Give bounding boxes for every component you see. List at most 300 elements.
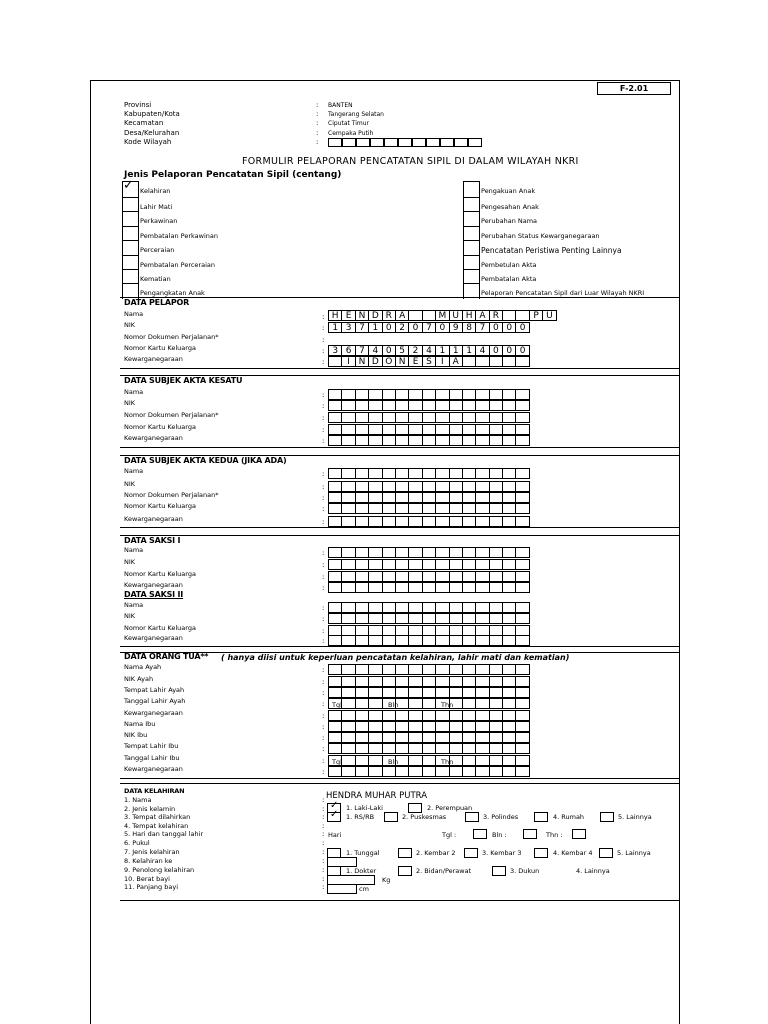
char-cell[interactable]: 0 (435, 322, 449, 333)
char-cell[interactable] (368, 571, 382, 582)
char-cell[interactable] (449, 602, 463, 613)
char-cell[interactable] (435, 435, 449, 446)
char-cell[interactable] (408, 710, 422, 721)
char-cell[interactable]: 0 (408, 322, 422, 333)
char-cell[interactable] (449, 559, 463, 570)
char-cell[interactable] (368, 559, 382, 570)
char-cell[interactable] (328, 743, 342, 754)
char-cell[interactable] (328, 766, 342, 777)
char-cell[interactable] (475, 516, 489, 527)
char-cell[interactable]: 7 (475, 322, 489, 333)
char-cell[interactable]: E (341, 310, 355, 321)
char-cell[interactable] (355, 766, 369, 777)
pelapor-nama-grid[interactable] (329, 310, 557, 321)
ortu-grid[interactable] (329, 676, 530, 687)
char-cell[interactable] (408, 310, 422, 321)
char-cell[interactable] (382, 721, 396, 732)
char-cell[interactable] (489, 389, 503, 400)
char-cell[interactable] (502, 766, 516, 777)
char-cell[interactable]: 0 (382, 345, 396, 356)
saksi2-grid[interactable] (329, 602, 530, 613)
char-cell[interactable] (328, 571, 342, 582)
bln-box[interactable] (523, 829, 537, 839)
char-cell[interactable] (462, 412, 476, 423)
char-cell[interactable] (502, 424, 516, 435)
kode-wilayah-box[interactable] (384, 138, 398, 147)
char-cell[interactable] (502, 664, 516, 675)
char-cell[interactable] (435, 664, 449, 675)
char-cell[interactable] (328, 412, 342, 423)
char-cell[interactable] (515, 687, 529, 698)
char-cell[interactable] (435, 547, 449, 558)
char-cell[interactable]: 1 (368, 322, 382, 333)
char-cell[interactable] (328, 424, 342, 435)
char-cell[interactable] (382, 516, 396, 527)
char-cell[interactable] (328, 481, 342, 492)
char-cell[interactable] (328, 676, 342, 687)
char-cell[interactable] (355, 516, 369, 527)
char-cell[interactable] (475, 732, 489, 743)
char-cell[interactable] (408, 424, 422, 435)
char-cell[interactable] (435, 424, 449, 435)
char-cell[interactable] (502, 503, 516, 514)
char-cell[interactable] (489, 721, 503, 732)
char-cell[interactable] (462, 559, 476, 570)
char-cell[interactable] (408, 635, 422, 646)
char-cell[interactable] (395, 492, 409, 503)
char-cell[interactable] (515, 547, 529, 558)
char-cell[interactable] (382, 571, 396, 582)
char-cell[interactable] (408, 571, 422, 582)
char-cell[interactable] (449, 424, 463, 435)
subjek2-grid[interactable] (329, 492, 530, 503)
char-cell[interactable] (449, 516, 463, 527)
ortu-grid[interactable] (329, 766, 530, 777)
char-cell[interactable] (502, 676, 516, 687)
saksi2-grid[interactable] (329, 635, 530, 646)
char-cell[interactable] (515, 492, 529, 503)
char-cell[interactable] (408, 698, 422, 709)
char-cell[interactable] (408, 400, 422, 411)
char-cell[interactable] (462, 503, 476, 514)
char-cell[interactable] (489, 356, 503, 367)
saksi1-grid[interactable] (329, 571, 530, 582)
char-cell[interactable] (422, 571, 436, 582)
ortu-grid[interactable] (329, 710, 530, 721)
char-cell[interactable] (422, 400, 436, 411)
char-cell[interactable] (355, 400, 369, 411)
char-cell[interactable] (341, 503, 355, 514)
subjek1-grid[interactable] (329, 435, 530, 446)
char-cell[interactable] (341, 613, 355, 624)
ortu-grid[interactable] (329, 664, 530, 675)
char-cell[interactable] (355, 698, 369, 709)
char-cell[interactable] (449, 435, 463, 446)
char-cell[interactable] (395, 613, 409, 624)
char-cell[interactable] (515, 481, 529, 492)
char-cell[interactable] (408, 516, 422, 527)
char-cell[interactable] (515, 435, 529, 446)
char-cell[interactable] (341, 732, 355, 743)
char-cell[interactable] (395, 766, 409, 777)
char-cell[interactable] (462, 468, 476, 479)
char-cell[interactable] (341, 698, 355, 709)
char-cell[interactable] (475, 613, 489, 624)
char-cell[interactable] (435, 602, 449, 613)
char-cell[interactable] (408, 743, 422, 754)
char-cell[interactable] (395, 412, 409, 423)
char-cell[interactable] (462, 766, 476, 777)
char-cell[interactable] (515, 766, 529, 777)
char-cell[interactable] (462, 400, 476, 411)
char-cell[interactable] (515, 503, 529, 514)
char-cell[interactable] (355, 412, 369, 423)
char-cell[interactable] (475, 481, 489, 492)
char-cell[interactable] (341, 481, 355, 492)
char-cell[interactable] (408, 481, 422, 492)
char-cell[interactable] (341, 664, 355, 675)
char-cell[interactable] (502, 732, 516, 743)
char-cell[interactable] (502, 582, 516, 593)
kode-wilayah-box[interactable] (454, 138, 468, 147)
char-cell[interactable] (395, 635, 409, 646)
char-cell[interactable] (341, 559, 355, 570)
kode-wilayah-box[interactable] (426, 138, 440, 147)
char-cell[interactable] (395, 676, 409, 687)
char-cell[interactable] (328, 492, 342, 503)
char-cell[interactable]: 4 (422, 345, 436, 356)
char-cell[interactable] (489, 481, 503, 492)
char-cell[interactable] (368, 389, 382, 400)
kode-wilayah-box[interactable] (342, 138, 356, 147)
char-cell[interactable] (422, 582, 436, 593)
char-cell[interactable] (475, 710, 489, 721)
char-cell[interactable] (395, 547, 409, 558)
jenis-checkbox-left[interactable] (122, 240, 139, 256)
char-cell[interactable] (422, 424, 436, 435)
char-cell[interactable] (355, 468, 369, 479)
pelapor-nik-grid[interactable] (329, 322, 530, 333)
char-cell[interactable]: 1 (435, 345, 449, 356)
char-cell[interactable] (341, 468, 355, 479)
char-cell[interactable] (502, 412, 516, 423)
char-cell[interactable] (435, 613, 449, 624)
char-cell[interactable] (475, 687, 489, 698)
char-cell[interactable] (475, 582, 489, 593)
char-cell[interactable]: 7 (355, 345, 369, 356)
char-cell[interactable] (449, 481, 463, 492)
char-cell[interactable] (422, 613, 436, 624)
char-cell[interactable] (462, 481, 476, 492)
penolong-box[interactable] (398, 866, 412, 876)
char-cell[interactable] (355, 732, 369, 743)
char-cell[interactable] (382, 547, 396, 558)
char-cell[interactable]: H (462, 310, 476, 321)
char-cell[interactable] (489, 766, 503, 777)
char-cell[interactable] (435, 400, 449, 411)
char-cell[interactable] (489, 743, 503, 754)
char-cell[interactable] (368, 766, 382, 777)
char-cell[interactable] (408, 766, 422, 777)
char-cell[interactable] (489, 503, 503, 514)
char-cell[interactable] (449, 503, 463, 514)
char-cell[interactable] (368, 481, 382, 492)
char-cell[interactable] (368, 732, 382, 743)
char-cell[interactable] (382, 481, 396, 492)
char-cell[interactable] (328, 356, 342, 367)
char-cell[interactable] (422, 435, 436, 446)
char-cell[interactable] (341, 766, 355, 777)
char-cell[interactable] (328, 635, 342, 646)
char-cell[interactable] (449, 664, 463, 675)
char-cell[interactable] (328, 468, 342, 479)
char-cell[interactable] (462, 424, 476, 435)
subjek1-grid[interactable] (329, 389, 530, 400)
char-cell[interactable] (435, 721, 449, 732)
char-cell[interactable] (328, 435, 342, 446)
subjek1-grid[interactable] (329, 412, 530, 423)
char-cell[interactable] (395, 516, 409, 527)
char-cell[interactable] (515, 356, 529, 367)
char-cell[interactable] (355, 571, 369, 582)
char-cell[interactable] (435, 516, 449, 527)
char-cell[interactable] (462, 664, 476, 675)
char-cell[interactable] (368, 743, 382, 754)
char-cell[interactable] (341, 743, 355, 754)
char-cell[interactable] (489, 435, 503, 446)
char-cell[interactable] (368, 400, 382, 411)
char-cell[interactable] (489, 710, 503, 721)
char-cell[interactable] (355, 492, 369, 503)
saksi2-grid[interactable] (329, 613, 530, 624)
char-cell[interactable]: 3 (328, 345, 342, 356)
char-cell[interactable] (449, 732, 463, 743)
char-cell[interactable] (382, 503, 396, 514)
char-cell[interactable] (328, 664, 342, 675)
char-cell[interactable] (449, 400, 463, 411)
char-cell[interactable]: 8 (462, 322, 476, 333)
char-cell[interactable] (475, 468, 489, 479)
char-cell[interactable] (355, 687, 369, 698)
char-cell[interactable] (328, 721, 342, 732)
char-cell[interactable] (502, 602, 516, 613)
char-cell[interactable] (515, 698, 529, 709)
char-cell[interactable] (502, 698, 516, 709)
char-cell[interactable] (328, 516, 342, 527)
char-cell[interactable] (449, 492, 463, 503)
ortu-grid[interactable] (329, 721, 530, 732)
char-cell[interactable] (515, 389, 529, 400)
char-cell[interactable] (502, 356, 516, 367)
char-cell[interactable] (502, 481, 516, 492)
char-cell[interactable] (422, 503, 436, 514)
char-cell[interactable] (435, 492, 449, 503)
char-cell[interactable] (355, 710, 369, 721)
subjek2-grid[interactable] (329, 503, 530, 514)
char-cell[interactable] (449, 582, 463, 593)
char-cell[interactable] (382, 743, 396, 754)
char-cell[interactable]: M (435, 310, 449, 321)
char-cell[interactable] (422, 698, 436, 709)
char-cell[interactable] (462, 698, 476, 709)
char-cell[interactable] (408, 559, 422, 570)
char-cell[interactable] (341, 582, 355, 593)
char-cell[interactable] (355, 559, 369, 570)
char-cell[interactable] (502, 743, 516, 754)
char-cell[interactable]: 0 (489, 322, 503, 333)
char-cell[interactable] (355, 635, 369, 646)
char-cell[interactable] (408, 755, 422, 766)
subjek2-grid[interactable] (329, 516, 530, 527)
char-cell[interactable] (422, 687, 436, 698)
ortu-date-grid[interactable] (329, 755, 530, 766)
jenis-box[interactable] (534, 848, 548, 858)
char-cell[interactable] (475, 559, 489, 570)
char-cell[interactable]: N (395, 356, 409, 367)
penolong-box[interactable] (492, 866, 506, 876)
tgl-box[interactable] (473, 829, 487, 839)
char-cell[interactable]: E (408, 356, 422, 367)
char-cell[interactable] (462, 356, 476, 367)
char-cell[interactable] (449, 743, 463, 754)
char-cell[interactable]: A (449, 356, 463, 367)
char-cell[interactable] (382, 435, 396, 446)
char-cell[interactable]: 3 (341, 322, 355, 333)
char-cell[interactable] (382, 664, 396, 675)
jenis-checkbox-left[interactable] (122, 211, 139, 227)
kode-wilayah-box[interactable] (412, 138, 426, 147)
char-cell[interactable] (368, 698, 382, 709)
char-cell[interactable]: 4 (368, 345, 382, 356)
char-cell[interactable]: 0 (502, 345, 516, 356)
char-cell[interactable] (475, 743, 489, 754)
char-cell[interactable] (489, 559, 503, 570)
char-cell[interactable] (382, 424, 396, 435)
char-cell[interactable] (502, 571, 516, 582)
char-cell[interactable]: 1 (462, 345, 476, 356)
char-cell[interactable] (408, 602, 422, 613)
tempat-box[interactable] (384, 812, 398, 822)
char-cell[interactable] (475, 664, 489, 675)
char-cell[interactable] (382, 732, 396, 743)
char-cell[interactable] (475, 547, 489, 558)
char-cell[interactable] (368, 516, 382, 527)
char-cell[interactable]: U (449, 310, 463, 321)
char-cell[interactable]: R (489, 310, 503, 321)
char-cell[interactable] (422, 412, 436, 423)
tempat-box[interactable] (465, 812, 479, 822)
char-cell[interactable]: 4 (475, 345, 489, 356)
char-cell[interactable] (449, 676, 463, 687)
char-cell[interactable] (382, 602, 396, 613)
char-cell[interactable] (341, 721, 355, 732)
char-cell[interactable] (515, 559, 529, 570)
char-cell[interactable] (328, 710, 342, 721)
char-cell[interactable] (395, 582, 409, 593)
char-cell[interactable] (355, 435, 369, 446)
char-cell[interactable] (515, 732, 529, 743)
char-cell[interactable] (435, 412, 449, 423)
char-cell[interactable] (395, 400, 409, 411)
char-cell[interactable] (475, 571, 489, 582)
char-cell[interactable] (475, 400, 489, 411)
char-cell[interactable] (395, 559, 409, 570)
char-cell[interactable] (515, 710, 529, 721)
char-cell[interactable] (422, 755, 436, 766)
subjek2-grid[interactable] (329, 481, 530, 492)
char-cell[interactable] (422, 559, 436, 570)
char-cell[interactable] (328, 559, 342, 570)
char-cell[interactable] (475, 412, 489, 423)
ortu-grid[interactable] (329, 687, 530, 698)
char-cell[interactable]: 6 (341, 345, 355, 356)
char-cell[interactable] (435, 732, 449, 743)
char-cell[interactable] (328, 582, 342, 593)
char-cell[interactable]: 7 (422, 322, 436, 333)
char-cell[interactable] (475, 698, 489, 709)
char-cell[interactable] (341, 635, 355, 646)
char-cell[interactable] (462, 547, 476, 558)
char-cell[interactable]: N (355, 356, 369, 367)
char-cell[interactable] (489, 676, 503, 687)
char-cell[interactable] (408, 613, 422, 624)
char-cell[interactable] (449, 766, 463, 777)
tempat-box[interactable] (600, 812, 614, 822)
char-cell[interactable] (502, 687, 516, 698)
pelapor-kk-grid[interactable] (329, 345, 530, 356)
char-cell[interactable] (382, 400, 396, 411)
char-cell[interactable] (355, 547, 369, 558)
char-cell[interactable] (422, 389, 436, 400)
char-cell[interactable] (489, 424, 503, 435)
char-cell[interactable] (462, 732, 476, 743)
char-cell[interactable] (382, 412, 396, 423)
char-cell[interactable]: A (395, 310, 409, 321)
char-cell[interactable] (341, 412, 355, 423)
char-cell[interactable] (449, 687, 463, 698)
char-cell[interactable] (489, 602, 503, 613)
char-cell[interactable] (368, 435, 382, 446)
char-cell[interactable] (341, 516, 355, 527)
char-cell[interactable] (422, 516, 436, 527)
char-cell[interactable] (462, 389, 476, 400)
char-cell[interactable]: U (542, 310, 556, 321)
char-cell[interactable] (341, 492, 355, 503)
char-cell[interactable] (502, 613, 516, 624)
char-cell[interactable] (475, 389, 489, 400)
char-cell[interactable]: O (382, 356, 396, 367)
char-cell[interactable] (515, 571, 529, 582)
char-cell[interactable] (395, 468, 409, 479)
char-cell[interactable] (422, 676, 436, 687)
char-cell[interactable] (502, 310, 516, 321)
char-cell[interactable] (422, 481, 436, 492)
char-cell[interactable] (408, 503, 422, 514)
char-cell[interactable] (382, 582, 396, 593)
char-cell[interactable] (422, 732, 436, 743)
char-cell[interactable] (382, 710, 396, 721)
char-cell[interactable] (462, 743, 476, 754)
char-cell[interactable]: 1 (328, 322, 342, 333)
char-cell[interactable] (422, 743, 436, 754)
char-cell[interactable] (475, 356, 489, 367)
char-cell[interactable] (408, 721, 422, 732)
char-cell[interactable] (382, 559, 396, 570)
char-cell[interactable] (382, 635, 396, 646)
char-cell[interactable]: R (382, 310, 396, 321)
char-cell[interactable] (395, 664, 409, 675)
subjek2-grid[interactable] (329, 468, 530, 479)
